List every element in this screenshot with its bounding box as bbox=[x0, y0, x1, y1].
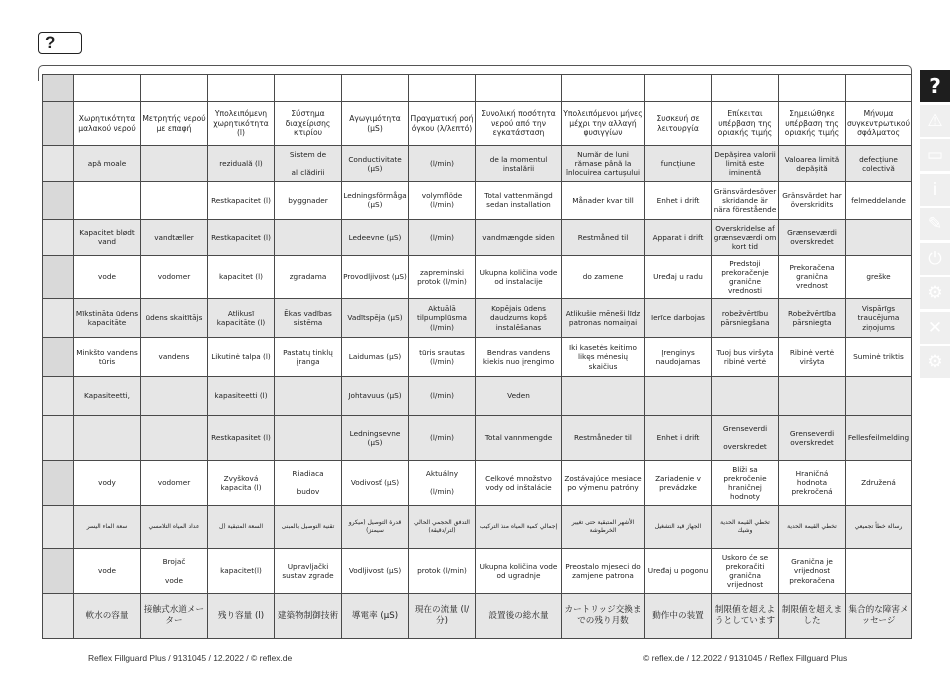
table-cell: Bendras vandens kiekis nuo įrengimo bbox=[476, 338, 562, 377]
table-cell: kapasiteetti (l) bbox=[208, 377, 275, 416]
table-cell: apă moale bbox=[74, 146, 141, 182]
table-cell bbox=[779, 377, 846, 416]
table-cell: vandtæller bbox=[141, 219, 208, 255]
table-cell bbox=[846, 219, 912, 255]
table-cell: vode bbox=[74, 548, 141, 594]
header-cell: Σύστημα διαχείρισης κτιρίου bbox=[275, 101, 342, 146]
table-cell bbox=[275, 416, 342, 461]
table-cell: Ukupna količina vode od ugradnje bbox=[476, 548, 562, 594]
table-cell: Robežvērtība pārsniegta bbox=[779, 299, 846, 338]
table-cell: de la momentul instalării bbox=[476, 146, 562, 182]
help-icon[interactable]: ? bbox=[920, 70, 950, 102]
table-cell: Veden bbox=[476, 377, 562, 416]
table-row bbox=[43, 594, 912, 639]
table-cell: Conductivitate (µS) bbox=[342, 146, 409, 182]
table-cell: Atlikusī kapacitāte (l) bbox=[208, 299, 275, 338]
table-cell: Vodljivost (µS) bbox=[342, 548, 409, 594]
table-cell: volymflöde (l/min) bbox=[409, 181, 476, 219]
row-marker bbox=[43, 548, 74, 594]
table-cell bbox=[645, 377, 712, 416]
table-cell bbox=[846, 548, 912, 594]
table-cell: Suminė triktis bbox=[846, 338, 912, 377]
table-cell: الجهاز قيد التشغيل bbox=[645, 506, 712, 548]
header-cell: Υπολειπόμενοι μήνες μέχρι την αλλαγή φυσιγγίων bbox=[562, 101, 645, 146]
header-cell: Συσκευή σε λειτουργία bbox=[645, 101, 712, 146]
blank-cell bbox=[208, 75, 275, 102]
table-cell: vodomer bbox=[141, 460, 208, 506]
table-header-row bbox=[43, 101, 912, 146]
chapter-sidebar bbox=[920, 70, 950, 381]
table-cell: Total vattenmängd sedan installation bbox=[476, 181, 562, 219]
table-cell: 導電率 (µS) bbox=[342, 594, 409, 639]
table-cell: Ribinė vertė viršyta bbox=[779, 338, 846, 377]
table-cell: Iki kasetės keitimo likęs mėnesių skaičius bbox=[562, 338, 645, 377]
header-cell: Σημειώθηκε υπέρβαση της οριακής τιμής bbox=[779, 101, 846, 146]
blank-cell bbox=[645, 75, 712, 102]
table-cell: 建築物制御技術 bbox=[275, 594, 342, 639]
table-cell: Provodljivost (µS) bbox=[342, 255, 409, 298]
table-cell: vody bbox=[74, 460, 141, 506]
table-cell: funcțiune bbox=[645, 146, 712, 182]
row-marker bbox=[43, 219, 74, 255]
table-cell: 制限値を超えようとしています bbox=[712, 594, 779, 639]
header-cell: Υπολειπόμενη χωρητικότητα (l) bbox=[208, 101, 275, 146]
table-cell: Grenseverdi overskredet bbox=[712, 416, 779, 461]
table-cell: kapacitet (l) bbox=[208, 255, 275, 298]
row-marker bbox=[43, 299, 74, 338]
row-marker bbox=[43, 75, 74, 102]
table-cell: Celkové množstvo vody od inštalácie bbox=[476, 460, 562, 506]
table-cell: Riadiaca budov bbox=[275, 460, 342, 506]
table-cell: Ledeevne (µS) bbox=[342, 219, 409, 255]
bucket-icon[interactable]: ▭ bbox=[920, 139, 950, 171]
table-cell: Predstoji prekoračenje granične vrednosti bbox=[712, 255, 779, 298]
header-cell: Πραγματική ροή όγκου (λ/λεπτό) bbox=[409, 101, 476, 146]
table-cell bbox=[562, 377, 645, 416]
table-cell: Restmåned til bbox=[562, 219, 645, 255]
table-cell: Gränsvärdesöver skridande är nära förestående bbox=[712, 181, 779, 219]
row-marker bbox=[43, 377, 74, 416]
table-cell: Atlikušie mēneši līdz patronas nomaiņai bbox=[562, 299, 645, 338]
table-cell: Overskridelse af grænseværdi om kort tid bbox=[712, 219, 779, 255]
table-cell: Zvyšková kapacita (l) bbox=[208, 460, 275, 506]
table-cell: Uređaj u radu bbox=[645, 255, 712, 298]
table-cell: protok (l/min) bbox=[409, 548, 476, 594]
table-cell: Prekoračena granična vrednost bbox=[779, 255, 846, 298]
row-marker bbox=[43, 338, 74, 377]
table-cell: Sistem de al clădirii bbox=[275, 146, 342, 182]
table-cell: Kapasiteetti, bbox=[74, 377, 141, 416]
table-cell: إجمالي كمية المياه منذ التركيب bbox=[476, 506, 562, 548]
table-cell: defecțiune colectivă bbox=[846, 146, 912, 182]
table-cell: (l/min) bbox=[409, 416, 476, 461]
table-cell: Gränsvärdet har överskridits bbox=[779, 181, 846, 219]
table-cell: Preostalo mjeseci do zamjene patrona bbox=[562, 548, 645, 594]
table-cell bbox=[712, 377, 779, 416]
table-cell: do zamene bbox=[562, 255, 645, 298]
table-cell: Apparat i drift bbox=[645, 219, 712, 255]
table-cell: Månader kvar till bbox=[562, 181, 645, 219]
blank-cell bbox=[409, 75, 476, 102]
table-row bbox=[43, 338, 912, 377]
table-cell: 設置後の総水量 bbox=[476, 594, 562, 639]
table-cell: الأشهر المتبقية حتى تغيير الخرطوشة bbox=[562, 506, 645, 548]
table-cell: السعة المتبقية (ل bbox=[208, 506, 275, 548]
power-icon[interactable]: ⏻ bbox=[920, 243, 950, 275]
table-top-row bbox=[43, 75, 912, 102]
table-row bbox=[43, 255, 912, 298]
table-cell: Likutinė talpa (l) bbox=[208, 338, 275, 377]
header-cell: Επίκειται υπέρβαση της οριακής τιμής bbox=[712, 101, 779, 146]
table-cell: robežvērtību pārsniegšana bbox=[712, 299, 779, 338]
table-cell: Ukupna količina vode od instalacije bbox=[476, 255, 562, 298]
table-cell: Grænseværdi overskredet bbox=[779, 219, 846, 255]
table-cell bbox=[141, 181, 208, 219]
table-cell: kapacitet(l) bbox=[208, 548, 275, 594]
table-cell: تقنية التوصيل بالمبنى bbox=[275, 506, 342, 548]
table-cell: ūdens skaitītājs bbox=[141, 299, 208, 338]
table-cell: tūris srautas (l/min) bbox=[409, 338, 476, 377]
wrench-screwdriver-icon[interactable]: ✕ bbox=[920, 312, 950, 344]
table-cell: Įrenginys naudojamas bbox=[645, 338, 712, 377]
table-row bbox=[43, 506, 912, 548]
row-marker bbox=[43, 416, 74, 461]
table-cell: 制限値を超えました bbox=[779, 594, 846, 639]
table-cell: zgradama bbox=[275, 255, 342, 298]
table-cell: عداد المياه التلامسي bbox=[141, 506, 208, 548]
blank-cell bbox=[74, 75, 141, 102]
table-cell: Grenseverdi overskredet bbox=[779, 416, 846, 461]
table-cell bbox=[846, 377, 912, 416]
table-cell: Valoarea limită depășită bbox=[779, 146, 846, 182]
table-cell: Minkšto vandens tūris bbox=[74, 338, 141, 377]
table-cell: Fellesfeilmelding bbox=[846, 416, 912, 461]
table-cell: vandmængde siden bbox=[476, 219, 562, 255]
table-cell: Ierīce darbojas bbox=[645, 299, 712, 338]
table-cell: vodomer bbox=[141, 255, 208, 298]
table-cell: 現在の流量 (l/分) bbox=[409, 594, 476, 639]
table-cell: Vispārīgs traucējuma ziņojums bbox=[846, 299, 912, 338]
table-cell: Granična je vrijednost prekoračena bbox=[779, 548, 846, 594]
table-cell: Kopējais ūdens daudzums kopš instalēšanas bbox=[476, 299, 562, 338]
footer-left: Reflex Fillguard Plus / 9131045 / 12.2022 / © reflex.de bbox=[88, 653, 293, 663]
table-cell: Johtavuus (µS) bbox=[342, 377, 409, 416]
table-cell: Uskoro će se prekoračiti granična vrijednost bbox=[712, 548, 779, 594]
blank-cell bbox=[342, 75, 409, 102]
table-cell: 残り容量 (l) bbox=[208, 594, 275, 639]
table-cell: Enhet i drift bbox=[645, 416, 712, 461]
table-cell: Blíži sa prekročenie hraničnej hodnoty bbox=[712, 460, 779, 506]
blank-cell bbox=[275, 75, 342, 102]
tool-icon[interactable]: ✎ bbox=[920, 208, 950, 240]
table-cell: Depășirea valorii limită este iminentă bbox=[712, 146, 779, 182]
table-cell: byggnader bbox=[275, 181, 342, 219]
blank-cell bbox=[846, 75, 912, 102]
row-marker bbox=[43, 181, 74, 219]
header-cell: Συνολική ποσότητα νερού από την εγκατάσταση bbox=[476, 101, 562, 146]
table-cell: Brojač vode bbox=[141, 548, 208, 594]
table-cell: 集合的な障害メッセージ bbox=[846, 594, 912, 639]
table-cell: Tuoj bus viršyta ribinė vertė bbox=[712, 338, 779, 377]
table-cell: Uređaj u pogonu bbox=[645, 548, 712, 594]
table-cell: reziduală (l) bbox=[208, 146, 275, 182]
table-cell: سعة الماء اليسر bbox=[74, 506, 141, 548]
table-cell: Hraničná hodnota prekročená bbox=[779, 460, 846, 506]
table-cell: تخطي القيمة الحدية وشيك bbox=[712, 506, 779, 548]
table-cell bbox=[74, 181, 141, 219]
row-marker bbox=[43, 146, 74, 182]
blank-cell bbox=[562, 75, 645, 102]
table-cell: رسالة خطأ تجميعي bbox=[846, 506, 912, 548]
table-cell: vandens bbox=[141, 338, 208, 377]
table-cell: التدفق الحجمي الحالي (لتر/دقيقة) bbox=[409, 506, 476, 548]
table-cell: Mīkstināta ūdens kapacitāte bbox=[74, 299, 141, 338]
table-cell: Ēkas vadības sistēma bbox=[275, 299, 342, 338]
table-row bbox=[43, 460, 912, 506]
table-cell: (l/min) bbox=[409, 146, 476, 182]
table-cell: Vadītspēja (µS) bbox=[342, 299, 409, 338]
row-marker bbox=[43, 101, 74, 146]
table-cell: Laidumas (µS) bbox=[342, 338, 409, 377]
table-cell: Restkapasitet (l) bbox=[208, 416, 275, 461]
table-cell: Zariadenie v prevádzke bbox=[645, 460, 712, 506]
table-cell: قدرة التوصيل (ميكرو سيمنز) bbox=[342, 506, 409, 548]
table-row bbox=[43, 548, 912, 594]
table-cell: (l/min) bbox=[409, 377, 476, 416]
table-cell bbox=[74, 416, 141, 461]
row-marker bbox=[43, 460, 74, 506]
info-icon[interactable]: i bbox=[920, 174, 950, 206]
table-cell: تخطي القيمة الحدية bbox=[779, 506, 846, 548]
table-cell: Ledningsförmåga (µS) bbox=[342, 181, 409, 219]
table-row bbox=[43, 219, 912, 255]
translation-table bbox=[42, 74, 912, 639]
table-cell: Restkapacitet (l) bbox=[208, 219, 275, 255]
table-cell bbox=[275, 219, 342, 255]
table-cell: Număr de luni rămase până la înlocuirea cartușului bbox=[562, 146, 645, 182]
header-cell: Αγωγιμότητα (µS) bbox=[342, 101, 409, 146]
header-cell: Μήνυμα συγκεντρωτικού σφάλματος bbox=[846, 101, 912, 146]
header-cell: Μετρητής νερού με επαφή bbox=[141, 101, 208, 146]
table-cell bbox=[141, 146, 208, 182]
table-row bbox=[43, 181, 912, 219]
table-cell: (l/min) bbox=[409, 219, 476, 255]
table-row bbox=[43, 146, 912, 182]
table-cell bbox=[141, 377, 208, 416]
gear-hand-icon[interactable]: ⚙ bbox=[920, 346, 950, 378]
table-row bbox=[43, 416, 912, 461]
table-cell: Enhet i drift bbox=[645, 181, 712, 219]
row-marker bbox=[43, 255, 74, 298]
row-marker bbox=[43, 594, 74, 639]
row-marker bbox=[43, 506, 74, 548]
blank-cell bbox=[141, 75, 208, 102]
table-row bbox=[43, 299, 912, 338]
table-cell: 動作中の装置 bbox=[645, 594, 712, 639]
footer-right: © reflex.de / 12.2022 / 9131045 / Reflex Fillguard Plus bbox=[643, 653, 848, 663]
blank-cell bbox=[779, 75, 846, 102]
table-cell: Aktuálny (l/min) bbox=[409, 460, 476, 506]
table-cell: vode bbox=[74, 255, 141, 298]
table-cell: Aktuālā tilpumplūsma (l/min) bbox=[409, 299, 476, 338]
table-cell: Ledningsevne (µS) bbox=[342, 416, 409, 461]
table-cell: felmeddelande bbox=[846, 181, 912, 219]
table-cell: Kapacitet blødt vand bbox=[74, 219, 141, 255]
table-cell: greške bbox=[846, 255, 912, 298]
table-cell: Pastatų tinklų įranga bbox=[275, 338, 342, 377]
blank-cell bbox=[476, 75, 562, 102]
header-cell: Χωρητικότητα μαλακού νερού bbox=[74, 101, 141, 146]
help-mark: ? bbox=[38, 32, 82, 54]
table-cell: Zostávajúce mesiace po výmenu patróny bbox=[562, 460, 645, 506]
table-cell: Vodivosť (µS) bbox=[342, 460, 409, 506]
table-cell: zapreminski protok (l/min) bbox=[409, 255, 476, 298]
table-cell: Total vannmengde bbox=[476, 416, 562, 461]
table-row bbox=[43, 377, 912, 416]
table-cell: Restmåneder til bbox=[562, 416, 645, 461]
gears-icon[interactable]: ⚙ bbox=[920, 277, 950, 309]
table-cell: カートリッジ交換までの残り月数 bbox=[562, 594, 645, 639]
table-cell: Restkapacitet (l) bbox=[208, 181, 275, 219]
table-cell bbox=[275, 377, 342, 416]
table-cell: Upravljački sustav zgrade bbox=[275, 548, 342, 594]
table-cell: Združená bbox=[846, 460, 912, 506]
table-cell: 接触式水道メーター bbox=[141, 594, 208, 639]
blank-cell bbox=[712, 75, 779, 102]
warning-icon[interactable]: ⚠ bbox=[920, 105, 950, 137]
table-cell bbox=[141, 416, 208, 461]
table-cell: 軟水の容量 bbox=[74, 594, 141, 639]
